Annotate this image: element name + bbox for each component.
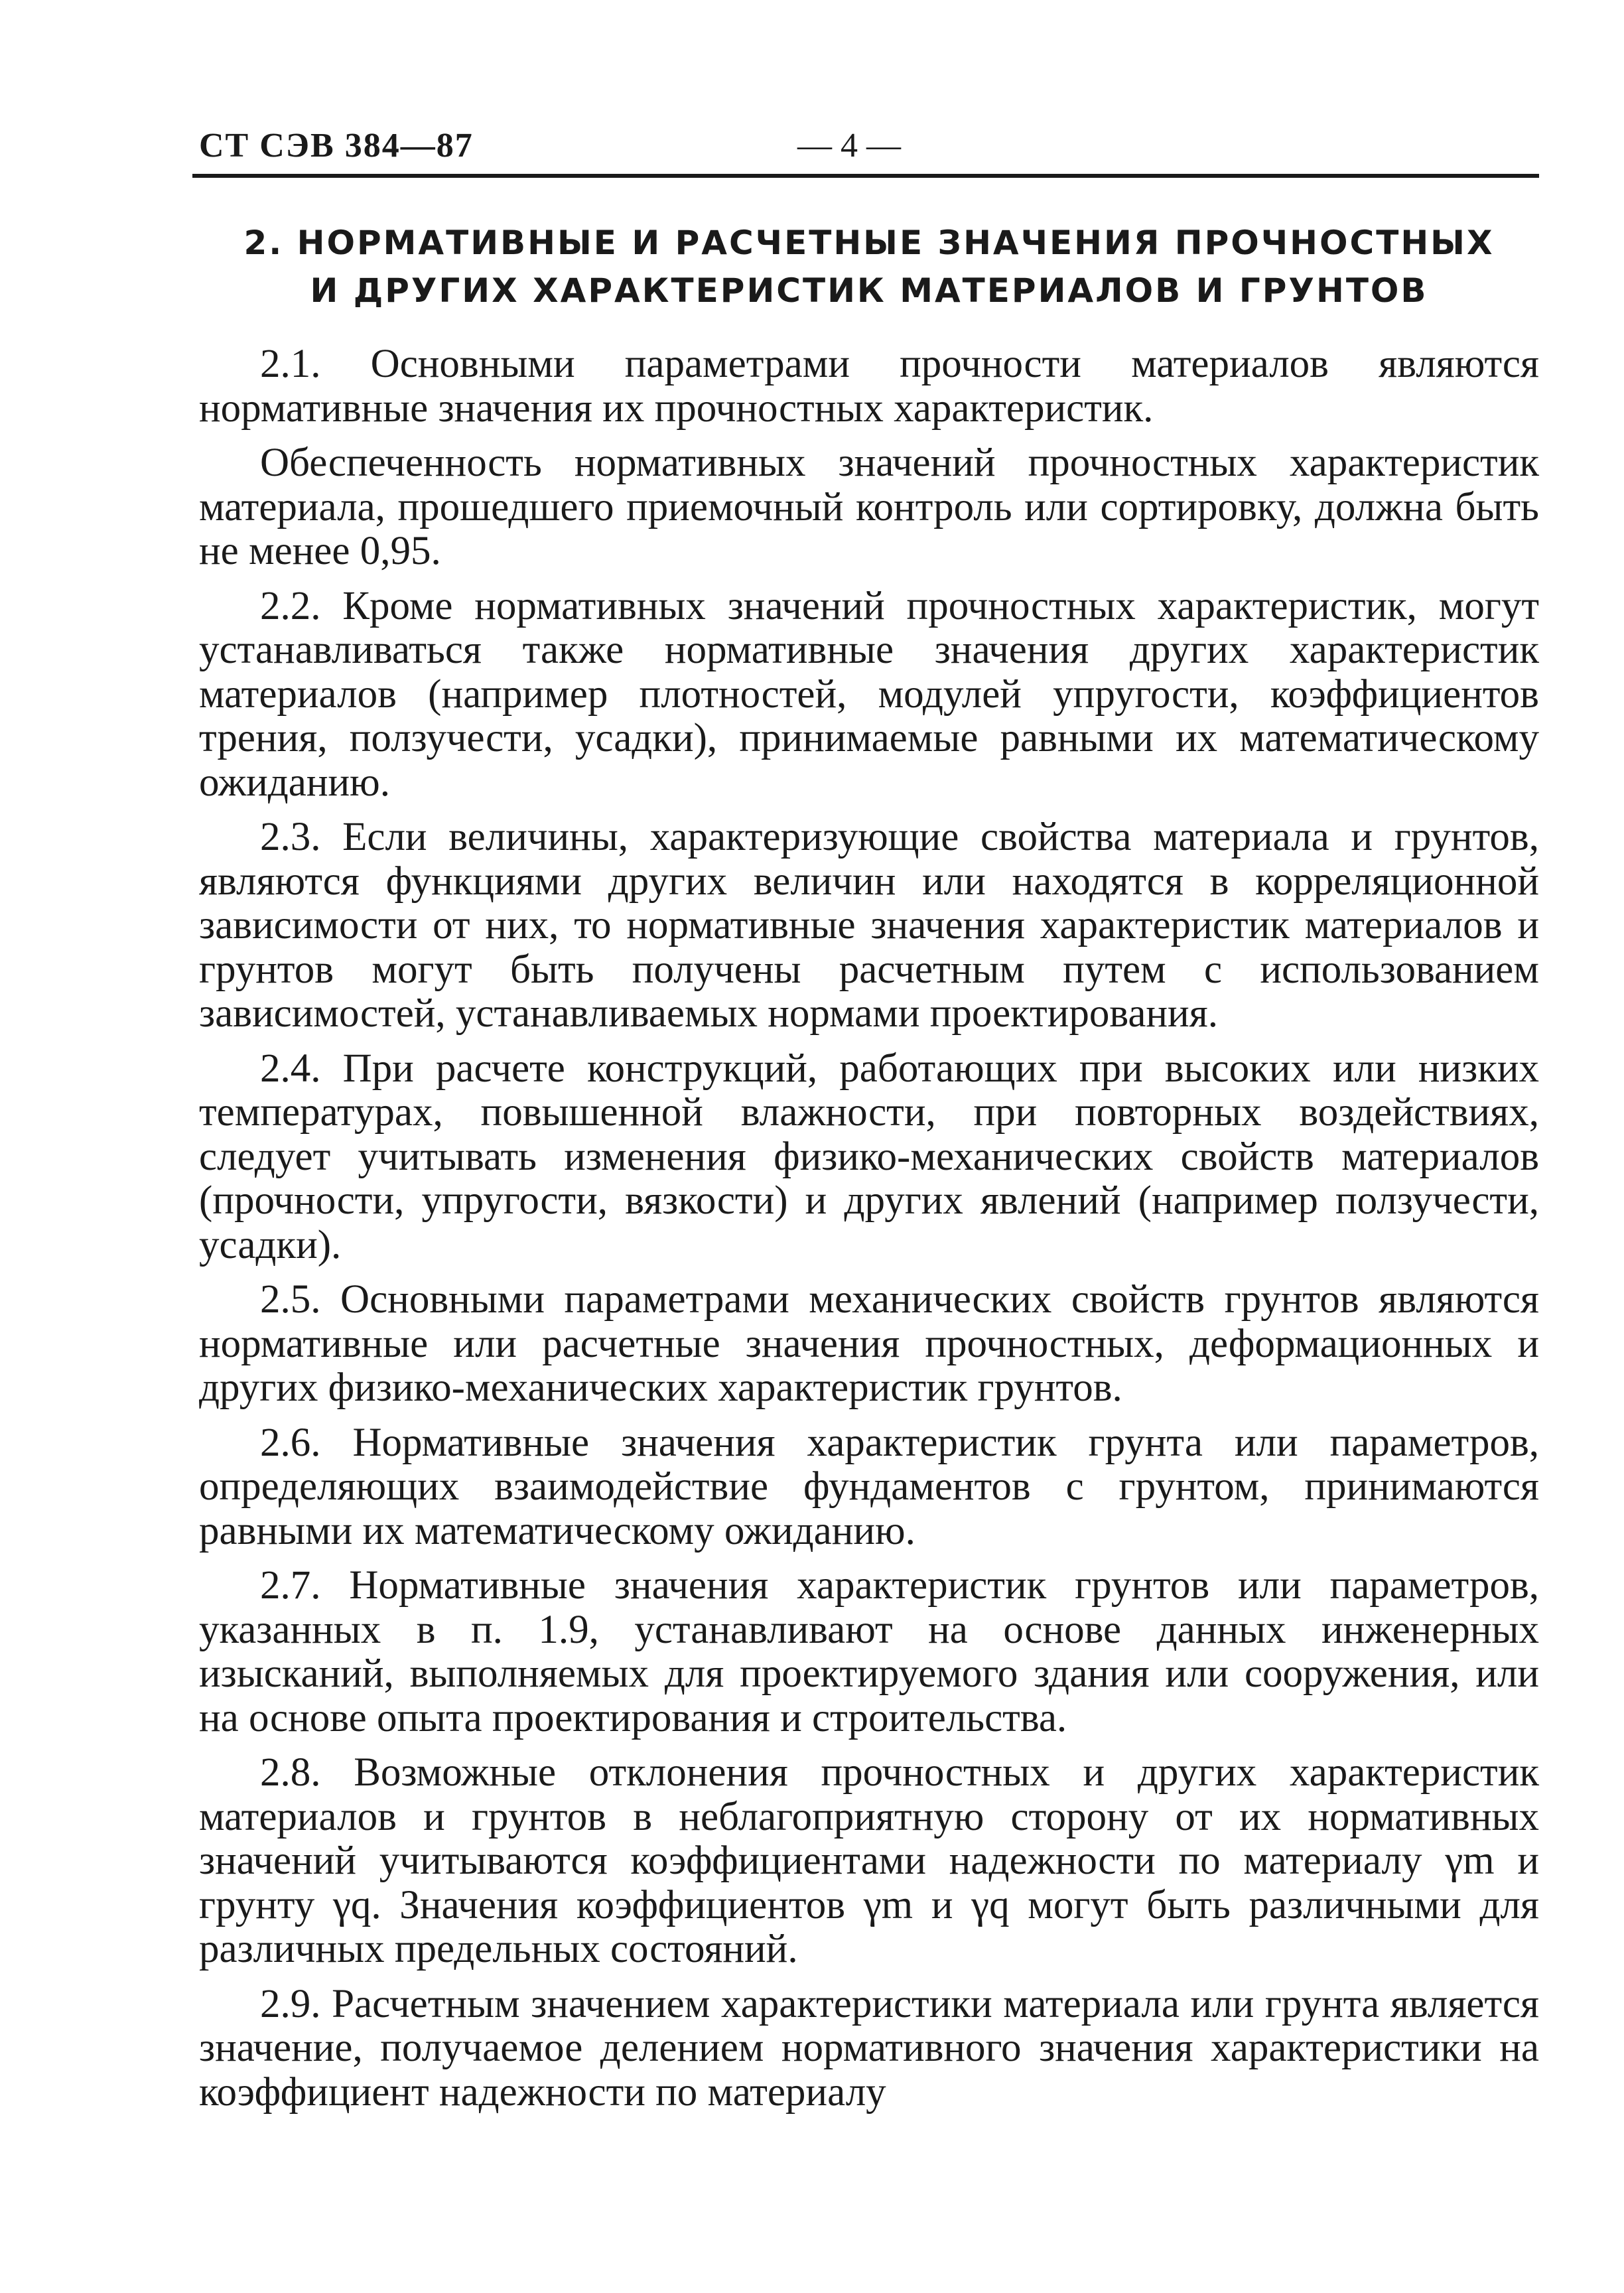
section-title-line-1: 2. НОРМАТИВНЫЕ И РАСЧЕТНЫЕ ЗНАЧЕНИЯ ПРОЧНОСТНЫХ bbox=[243, 224, 1495, 262]
document-page bbox=[199, 126, 1539, 2125]
section-title bbox=[199, 219, 1539, 314]
paragraph-2-9: 2.9. Расчетным значением характеристики материала или грунта является значение, получаемое делением нормативного значения характеристики на коэффициент надежности по материалу bbox=[199, 1981, 1539, 2115]
body-text bbox=[199, 342, 1539, 2115]
paragraph-2-3: 2.3. Если величины, характеризующие свойства материала и грунтов, являются функциями других величин или находятся в корреляционной зависимости от них, то нормативные значения характеристик материалов и грунтов могут быть получены расчетным путем с использованием зависимостей, устанавливаемых нормами проектирования. bbox=[199, 815, 1539, 1036]
paragraph-2-2: 2.2. Кроме нормативных значений прочностных характеристик, могут устанавливаться также нормативные значения других характеристик материалов (например плотностей, модулей упругости, коэффициентов трения, ползучести, усадки), принимаемые равными их математическому ожиданию. bbox=[199, 583, 1539, 805]
paragraph-2-6: 2.6. Нормативные значения характеристик грунта или параметров, определяющих взаимодействие фундаментов с грунтом, принимаются равными их математическому ожиданию. bbox=[199, 1420, 1539, 1553]
paragraph-2-7: 2.7. Нормативные значения характеристик грунтов или параметров, указанных в п. 1.9, устанавливают на основе данных инженерных изысканий, выполняемых для проектируемого здания или сооружения, или на основе опыта проектирования и строительства. bbox=[199, 1563, 1539, 1740]
page-header bbox=[199, 126, 1539, 179]
paragraph-2-1: 2.1. Основными параметрами прочности материалов являются нормативные значения их прочностных характеристик. bbox=[199, 342, 1539, 431]
section-title-line-2: И ДРУГИХ ХАРАКТЕРИСТИК МАТЕРИАЛОВ И ГРУНТОВ bbox=[310, 271, 1428, 310]
page-number: — 4 — bbox=[797, 127, 901, 165]
paragraph-2-8: 2.8. Возможные отклонения прочностных и других характеристик материалов и грунтов в неблагоприятную сторону от их нормативных значений учитываются коэффициентами надежности по материалу γm и грунту γq. Значения коэффициентов γm и γq могут быть различными для различных предельных состояний. bbox=[199, 1750, 1539, 1971]
paragraph-2-1-continuation: Обеспеченность нормативных значений прочностных характеристик материала, прошедшего приемочный контроль или сортировку, должна быть не менее 0,95. bbox=[199, 441, 1539, 573]
paragraph-2-4: 2.4. При расчете конструкций, работающих при высоких или низких температурах, повышенной влажности, при повторных воздействиях, следует учитывать изменения физико-механических свойств материалов (прочности, упругости, вязкости) и других явлений (например ползучести, усадки). bbox=[199, 1046, 1539, 1267]
header-divider bbox=[192, 174, 1539, 178]
standard-code: СТ СЭВ 384—87 bbox=[199, 127, 474, 165]
paragraph-2-5: 2.5. Основными параметрами механических свойств грунтов являются нормативные или расчетные значения прочностных, деформационных и других физико-механических характеристик грунтов. bbox=[199, 1277, 1539, 1410]
